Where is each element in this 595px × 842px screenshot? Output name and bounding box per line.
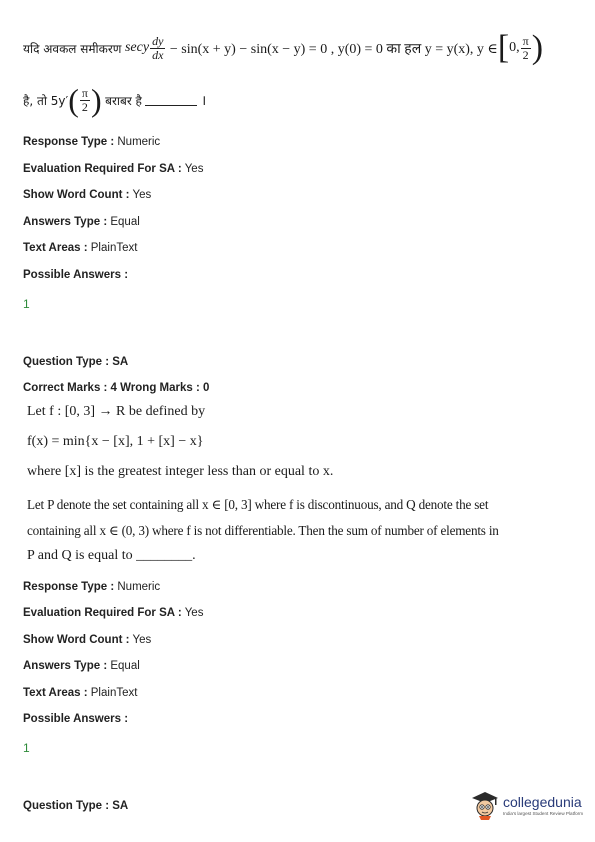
q2-line-2: f(x) = min{x − [x], 1 + [x] − x} — [27, 434, 204, 449]
q1-line2-end: । — [200, 93, 207, 109]
meta2-possible-answers: Possible Answers : — [23, 713, 129, 725]
meta2-text-areas: Text Areas : PlainText — [23, 687, 138, 699]
graduate-mascot-icon — [470, 790, 500, 820]
meta2-answers-type: Answers Type : Equal — [23, 660, 140, 672]
meta1-evaluation-required: Evaluation Required For SA : Yes — [23, 163, 204, 175]
q1-second-line — [23, 80, 206, 120]
q1-answer-blank — [145, 94, 197, 106]
meta1-show-word-count: Show Word Count : Yes — [23, 189, 152, 201]
meta1-text-areas: Text Areas : PlainText — [23, 242, 138, 254]
q1-paren-close: ) — [90, 82, 102, 118]
q2-line-5: containing all x ∈ (0, 3) where f is not differentiable. Then the sum of number of elements in — [27, 523, 499, 538]
q1-interval-close: ) — [531, 29, 544, 66]
answer1: 1 — [23, 297, 30, 311]
collegedunia-logo — [470, 790, 583, 820]
q1-equation-line — [23, 28, 543, 68]
meta1-answers-type: Answers Type : Equal — [23, 216, 140, 228]
meta1-response-type: Response Type : Numeric — [23, 136, 161, 148]
q1-line2-suffix: बराबर है — [105, 93, 142, 108]
q2-line-1: Let f : [0, 3] → R be defined by — [27, 404, 206, 419]
q2-line-6: P and Q is equal to ________. — [27, 548, 196, 563]
logo-wordmark: collegedunia — [503, 793, 582, 810]
answer2: 1 — [23, 741, 30, 755]
q1-line2-pi-over-2: $\frac{\pi}{2}$ — [81, 85, 88, 114]
logo-tagline: India's largest Student Review Platform — [503, 810, 584, 816]
meta2-response-type: Response Type : Numeric — [23, 581, 161, 593]
q2-line-4: Let P denote the set containing all x ∈ [0, 3] where f is discontinuous, and Q denote the set — [27, 497, 489, 512]
q1-derivative: $\frac{dy}{dx}$ — [152, 33, 164, 62]
meta2-show-word-count: Show Word Count : Yes — [23, 634, 152, 646]
q2-marks: Correct Marks : 4 Wrong Marks : 0 — [23, 382, 210, 394]
q2-line-3: where [x] is the greatest integer less than or equal to x. — [27, 464, 334, 479]
q1-line2-prefix: है, तो 5y′ — [23, 93, 69, 108]
q1-pi-over-2: $\frac{\pi}{2}$ — [522, 33, 529, 62]
q2-question-type: Question Type : SA — [23, 356, 129, 368]
q1-equation-rest: − sin(x + y) − sin(x − y) = 0 , y(0) = 0 का हल y = y(x), y ∈ — [169, 41, 498, 57]
meta1-possible-answers: Possible Answers : — [23, 269, 129, 281]
q1-paren-open: ( — [68, 82, 79, 118]
q1-hindi-prefix: यदि अवकल समीकरण — [23, 41, 122, 56]
q3-question-type: Question Type : SA — [23, 800, 129, 812]
meta2-evaluation-required: Evaluation Required For SA : Yes — [23, 607, 204, 619]
q1-sec: secy — [124, 40, 150, 55]
q1-interval-start: 0, — [509, 40, 520, 55]
q1-interval-open: [ — [497, 29, 510, 66]
